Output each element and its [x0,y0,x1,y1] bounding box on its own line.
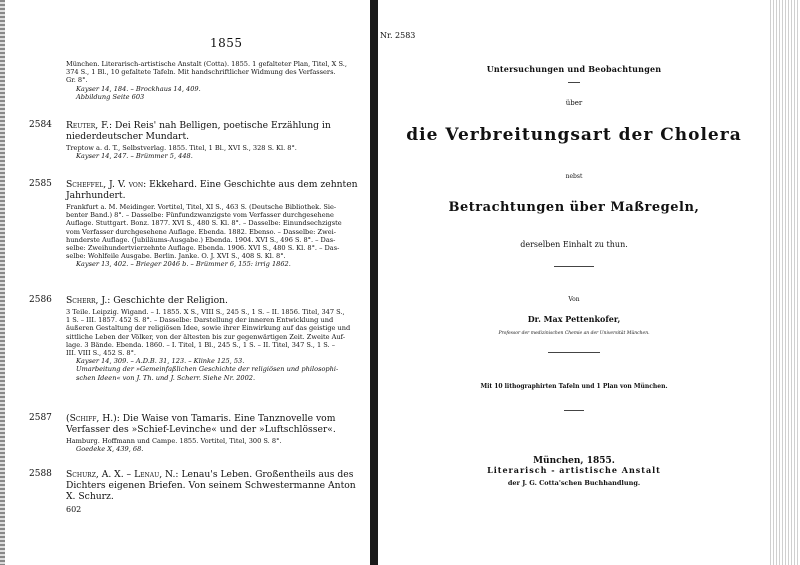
entry-detail: benter Band.) 8°. – Dasselbe: Fünfundzwanzigste vom Verfasser durchgesehene [66,211,334,220]
entry-number: 2584 [29,120,52,130]
entry-detail: sittliche Leben der Völker, von der ältesten bis zur gegenwärtigen Zeit. Zweite Auf- [66,332,346,341]
entry-author: (Schiff, H.): [66,413,120,424]
facsimile-main-title: die Verbreitungsart der Cholera [406,125,742,145]
entry-detail: lage. 3 Bände. Ebenda. 1860. – I. Titel, 1 Bl., 245 S., 1 S. – II. Titel, 347 S., 1 S. – [66,340,336,349]
intro-ref: Kayser 14, 184. – Brockhaus 14, 409. [76,84,201,93]
right-page-edge [770,0,800,565]
facsimile-line-6: derselben Einhalt zu thun. [520,240,628,249]
ornament-rule [548,352,600,353]
facsimile-line-4: nebst [565,173,583,180]
entry-ref: schen Ideen« von J. Th. und J. Scherr. Siehe Nr. 2002. [76,373,256,382]
item-number: Nr. 2583 [380,31,416,40]
entry-detail: vom Verfasser durchgesehene Auflage. Ebenda. 1882. Ebenso. – Dasselbe: Zwei- [66,227,336,236]
intro-line: München. Literarisch-artistische Anstalt (Cotta). 1855. 1 gefalteter Plan, Titel, X S., [66,60,347,68]
entry-2585 [29,179,366,269]
entry-number: 2586 [29,295,52,305]
entry-detail: Auflage. Stuttgart. Bonz. 1877. XVI S., 480 S. Kl. 8°. – Dasselbe: Einundsechzigste [66,219,342,228]
entry-detail: Frankfurt a. M. Meidinger. Vortitel, Titel, XI S., 463 S. (Deutsche Bibliothek. Sie- [66,203,337,211]
entry-detail: 1 S. – III. 1857. 452 S. 8°. – Dasselbe: Darstellung der inneren Entwicklung und [66,316,334,325]
facsimile-line-2: über [565,99,583,107]
entry-ref: Kayser 14, 309. – A.D.B. 31, 123. – Klinke 125, 53. [76,357,245,366]
entry-title: Lenau's Leben. Großentheils aus des Dichters eigenen Briefen. Von seinem Schwestermanne Anton X. Schurz. [66,469,356,502]
entry-author: Scherr, J.: [66,295,111,306]
book-gutter [370,0,378,565]
entry-detail: Treptow a. d. T., Selbstverlag. 1855. Titel, 1 Bl., XVI S., 328 S. Kl. 8°. [66,144,297,152]
right-page-facsimile [378,0,800,565]
facsimile-author-role: Professor der medizinischen Chemie an der Universität München. [498,331,650,336]
facsimile-subtitle: Betrachtungen über Maßregeln, [448,200,700,215]
running-head-year: 1855 [210,36,243,50]
entry-ref: Umarbeitung der »Gemeinfaßlichen Geschichte der religiösen und philosophi- [76,365,339,374]
ornament-rule [554,266,594,267]
page-number: 602 [66,505,82,514]
entry-title: Dei Reis' nah Belligen, poetische Erzählung in niederdeutscher Mundart. [66,120,331,142]
facsimile-place-date: München, 1855. [533,456,615,466]
entry-ref: Kayser 13, 402. – Brieger 2046 b. – Brümmer 6, 155: irrig 1862. [76,260,291,269]
intro-line: Gr. 8°. [66,76,88,85]
entry-2586 [29,295,366,382]
entry-2587 [29,413,366,454]
intro-line: 374 S., 1 Bl., 10 gefaltete Tafeln. Mit handschriftlicher Widmung des Verfassers. [66,68,336,77]
entry-title: Geschichte der Religion. [113,295,228,306]
entry-2588 [29,469,366,502]
entry-author: Reuter, F.: [66,120,113,131]
ornament-dash [568,82,580,83]
entry-number: 2585 [29,179,52,189]
entry-number: 2587 [29,413,52,423]
entry-continuation [66,60,366,101]
entry-ref: Kayser 14, 247. – Brümmer 5, 448. [76,152,193,161]
entry-detail: selbe: Wohlfeile Ausgabe. Berlin. Janke. O. J. XVI S., 408 S. Kl. 8°. [66,252,286,261]
entry-detail: hunderste Auflage. (Jubiläums-Ausgabe.) Ebenda. 1904. XVI S., 496 S. 8°. – Das- [66,235,336,244]
entry-number: 2588 [29,469,52,479]
entry-ref: Goedeke X, 439, 68. [76,445,144,454]
ornament-dash [564,410,584,411]
entry-detail: 3 Teile. Leipzig. Wigand. – I. 1855. X S., VIII S., 245 S., 1 S. – II. 1856. Titel, 347 S., [66,308,345,316]
facsimile-publisher-1: Literarisch - artistische Anstalt [487,465,661,475]
entry-2584 [29,120,366,161]
entry-detail: III. VIII S., 452 S. 8°. [66,349,136,358]
entry-author: Scheffel, J. V. von: [66,179,147,190]
left-page [0,0,370,565]
facsimile-by: Von [568,296,580,303]
facsimile-line-1: Untersuchungen und Beobachtungen [486,64,662,74]
entry-title: Die Waise von Tamaris. Eine Tanznovelle vom Verfasser des »Schief-Levinche« und der »Luftschlösser«. [66,413,336,435]
facsimile-author: Dr. Max Pettenkofer, [527,314,621,324]
left-page-edge [0,0,5,565]
intro-ref: Abbildung Seite 603 [76,92,145,101]
facsimile-plates: Mit 10 lithographirten Tafeln und 1 Plan von München. [480,383,668,390]
entry-detail: Hamburg. Hoffmann und Campe. 1855. Vortitel, Titel, 300 S. 8°. [66,437,282,445]
entry-detail: äußeren Gestaltung der religiösen Idee, sowie ihrer Einwirkung auf das geistige und [66,324,351,333]
entry-detail: selbe: Zweihundertvierzehnte Auflage. Ebenda. 1906. XVI S., 480 S. Kl. 8°. – Das- [66,244,340,253]
entry-author: Schurz, A. X. – Lenau, N.: [66,469,179,480]
facsimile-publisher-2: der J. G. Cotta'schen Buchhandlung. [507,479,641,487]
entry-title: Ekkehard. Eine Geschichte aus dem zehnten Jahrhundert. [66,179,358,201]
